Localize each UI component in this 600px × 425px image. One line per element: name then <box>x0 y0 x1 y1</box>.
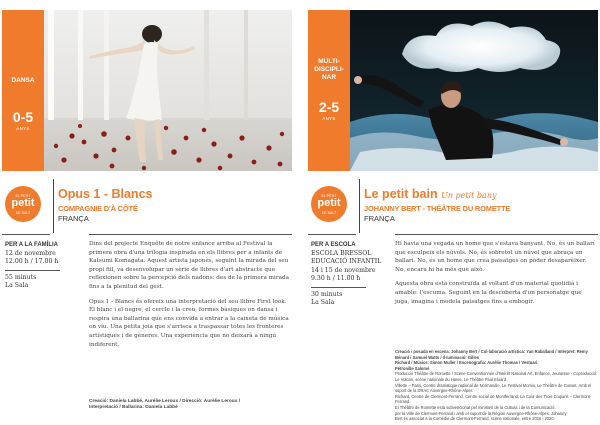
meta-divider <box>308 234 356 235</box>
paragraph: Hi havia una vegada un home que s'estava banyant. No, és un ballarí que esculpeix els núvols. No, és sobretot un núvol que abraça un ballarí. No, és un home que crea paisatges on poder desaparèixer. No, encara hi ha més que això. <box>395 241 595 273</box>
paragraph: Dins del projecte Enquête de notre enfance arriba al Festival la primera obra d'una trilogia inspirada en els llibres per a infants de Katsumi Komagata. Aquest artista japonès, seguint la mirada del seu propi fill, va desenvolupar un sèrie de llibres d'art abstracte que reflexionen sobre la percepció dels nadons: des de la primera mirada fins a la plenitud del gest. <box>89 241 289 290</box>
logo-bottom-text: DE SALT <box>321 211 337 215</box>
age-range: 2-5 <box>318 99 340 115</box>
logo-word: petit <box>317 197 341 209</box>
duration: 55 minuts <box>5 273 37 281</box>
program-card-le-petit-bain <box>308 0 600 425</box>
performer-foam-photo <box>350 10 598 171</box>
petit-logo-icon <box>311 186 347 222</box>
audience-label: PER A LA FAMÍLIA <box>5 242 58 248</box>
title-subtitle: Un petit bany <box>441 191 497 200</box>
logo-word: petit <box>11 197 35 209</box>
age-range: 0-5 <box>12 109 34 125</box>
audience-sub: ESCOLA BRESSOL <box>311 249 372 257</box>
duration: 30 minuts <box>311 290 343 298</box>
audience-sub: EDUCACIÓ INFANTIL <box>311 258 382 265</box>
logo-top-text: EL PETIT <box>15 194 31 198</box>
meta-divider <box>2 234 50 235</box>
meta-rule <box>311 287 366 288</box>
credit-line: Producció Théâtre de Romette / Scène Conventionnée d'Intérêt National Art, Enfance, Jeunesse · Coproducció: Le Volcan, scène nationale du Havre, Le Théâtre Paul Eluard <box>395 371 598 382</box>
body-divider <box>89 234 292 235</box>
credit-line: Creació i posada en escena: Johanny Bert / Col·laboració artística: Yan Raballand / Intèrpret: Remy Bénard i Samuel Watts / Il·luminació: Gilles <box>395 349 588 360</box>
event-date: 14 i 15 de novembre <box>311 266 376 274</box>
show-title <box>58 187 152 201</box>
paragraph: Aquesta obra està construïda al voltant d'un material quotidià i amable: l'escuma. Seguint en la descoberta d'un personatge que juga, imagina i modela paisatges fins a embogir. <box>395 281 582 305</box>
credit-line: Bert és associat a la Comédie de Clermont-Ferrand, scène nationale, entre 2016 i 2020. <box>395 416 555 422</box>
country: FRANÇA <box>58 214 89 223</box>
logo-bottom-text: DE SALT <box>15 211 31 215</box>
photo-section <box>308 10 598 171</box>
age-unit: ANYS <box>16 126 30 131</box>
credit-line: Pétronille Salomé <box>395 365 430 371</box>
category-label-line: NAR <box>321 74 337 81</box>
photo-section <box>2 10 292 171</box>
title-text: Opus 1 - Blancs <box>58 187 153 201</box>
company-name: JOHANNY BERT - THÉÂTRE DU ROMETTE <box>364 204 511 213</box>
audience-label: PER A ESCOLA <box>311 242 356 248</box>
logo-top-text: EL PETIT <box>321 194 337 198</box>
age-band <box>308 10 350 171</box>
description <box>395 240 595 312</box>
credit-line: Interpretació / Ballarina: Daniela Labbé <box>89 405 178 411</box>
dancer-photo <box>44 10 292 171</box>
event-times: 12.00 h / 17.00 h <box>5 258 59 265</box>
vertical-divider <box>359 179 360 233</box>
credit-line: Villette – Paris, Centre dramatique national de Normandie, Le Festival Momix, Le Théâtre de Cusset. Amb el suport de la DRAC Auvergne-Rhône-Alpes <box>395 382 592 394</box>
age-band <box>2 10 44 171</box>
age-unit: ANYS <box>322 116 336 121</box>
meta-rule <box>5 270 60 271</box>
event-date: 12 de novembre <box>5 249 56 257</box>
credit-line: Richard / Músics: Simon Muller / Escenografia: Aurélie Thomas / Vestuari: <box>395 360 539 366</box>
credits <box>89 399 289 411</box>
program-card-opus-1 <box>2 0 294 425</box>
company-name: COMPAGNIE D'À CÔTÉ <box>58 204 138 213</box>
body-divider <box>395 234 598 235</box>
event-info <box>5 241 90 291</box>
credits <box>395 349 600 422</box>
event-times: 9.30 h / 11.00 h <box>311 275 361 282</box>
title-text: Le petit bain <box>364 187 438 201</box>
petit-logo-icon <box>5 186 41 222</box>
credit-line: Creació: Daniela Labbé, Aurélie Leroux / Direcció: Aurélie Leroux / <box>89 399 241 404</box>
venue: La Sala <box>5 282 29 289</box>
credit-line: Richard, Centre de Clermont-Ferrand, Centre social de Montferrand, La Cour des Trois Coquins – Clermont-Ferrand. <box>395 393 592 405</box>
credit-line: El Théâtre de Romette està subvencionat pel ministeri de la Cultura i de la Comunicació, <box>395 404 556 410</box>
credit-line: per la Ville de Clermont-Ferrand i amb el suport de la Région Auvergne-Rhône-Alpes. Johanny <box>395 410 567 416</box>
event-info <box>311 241 396 308</box>
category-label-line: MULTI- <box>318 58 340 65</box>
country: FRANÇA <box>364 214 395 223</box>
vertical-divider <box>53 179 54 233</box>
venue: La Sala <box>311 299 335 306</box>
show-title <box>364 187 497 201</box>
description <box>89 240 289 355</box>
paragraph: Opus 1 - Blancs és ofereix una interpretació del seu llibre First look. El blanc i el negre, el cercle i la creu, formes bàsiques on dansa i respira una ballarina que ens convida a entrar a la caixeta de música on viu. Una petita joia que s'arrisca a traspassar totes les fronteres artístiques i de gèneres. Una experiència que no deixarà a ningú indiferent. <box>89 298 289 348</box>
category-label-line: DISCIPLI- <box>314 66 344 73</box>
category-label: DANSA <box>11 77 35 84</box>
